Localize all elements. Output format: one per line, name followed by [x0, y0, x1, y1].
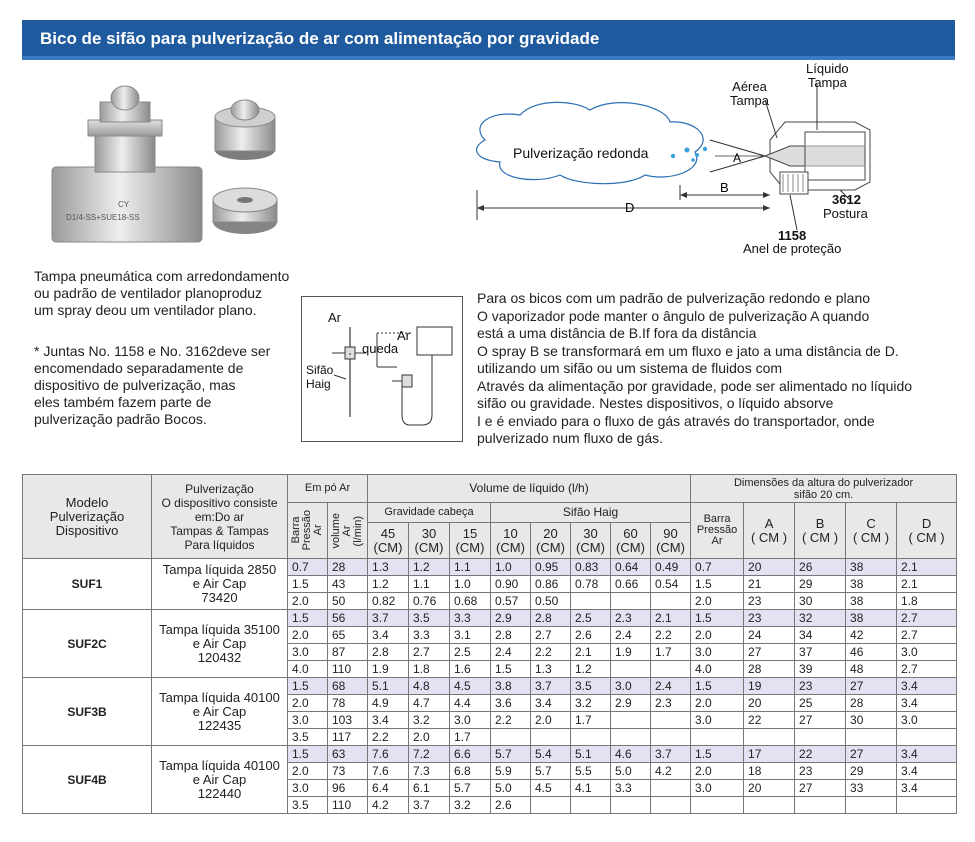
table-cell: 1.9: [611, 644, 651, 661]
table-cell: 0.82: [368, 593, 409, 610]
table-cell: 2.0: [288, 627, 328, 644]
table-cell: 2.9: [611, 695, 651, 712]
table-cell: 2.1: [571, 644, 611, 661]
table-cell: 2.0: [691, 593, 744, 610]
table-cell: [611, 712, 651, 729]
table-cell: [491, 729, 531, 746]
table-cell: 2.8: [368, 644, 409, 661]
col-dim-a: A ( CM ): [744, 503, 795, 559]
table-cell: 5.7: [531, 763, 571, 780]
air-cap-label: Aérea Tampa: [730, 79, 770, 108]
table-cell: 3.7: [409, 797, 450, 814]
table-cell: [846, 797, 897, 814]
table-cell: 2.4: [491, 644, 531, 661]
table-cell: 20: [744, 780, 795, 797]
table-cell: 7.6: [368, 763, 409, 780]
table-cell: 6.6: [450, 746, 491, 763]
table-cell: 3.1: [450, 627, 491, 644]
queda-label: queda: [362, 341, 399, 356]
col-dims: Dimensões da altura do pulverizador sifão 20 cm.: [691, 475, 957, 503]
table-cell: 0.76: [409, 593, 450, 610]
spec-table: [22, 474, 957, 814]
table-cell: 24: [744, 627, 795, 644]
table-cell: 3.0: [288, 644, 328, 661]
table-cell: 27: [744, 644, 795, 661]
table-cell: 50: [328, 593, 368, 610]
table-cell: [611, 593, 651, 610]
table-cell: 1.5: [491, 661, 531, 678]
model-name: SUF3B: [23, 678, 152, 746]
table-cell: 5.1: [571, 746, 611, 763]
table-cell: 2.1: [651, 610, 691, 627]
table-cell: 2.7: [897, 661, 957, 678]
table-cell: 0.78: [571, 576, 611, 593]
table-cell: [651, 797, 691, 814]
table-cell: 3.8: [491, 678, 531, 695]
table-cell: 1.7: [450, 729, 491, 746]
table-cell: 1.2: [571, 661, 611, 678]
table-cell: 2.7: [531, 627, 571, 644]
table-cell: 18: [744, 763, 795, 780]
table-cell: 4.0: [691, 661, 744, 678]
table-cell: [611, 661, 651, 678]
col-g30: 30 (CM): [409, 523, 450, 559]
table-cell: 3.0: [897, 712, 957, 729]
table-cell: 2.7: [897, 627, 957, 644]
table-row: [23, 610, 957, 627]
table-cell: 3.4: [368, 627, 409, 644]
label-d: D: [625, 200, 635, 215]
table-cell: 1.5: [288, 610, 328, 627]
device-description: Tampa líquida 2850 e Air Cap 73420: [152, 559, 288, 610]
table-cell: 6.4: [368, 780, 409, 797]
table-cell: 5.5: [571, 763, 611, 780]
table-cell: 3.4: [897, 763, 957, 780]
table-cell: [651, 661, 691, 678]
table-cell: [795, 797, 846, 814]
table-cell: 5.0: [491, 780, 531, 797]
table-cell: 2.3: [611, 610, 651, 627]
table-cell: 1.6: [450, 661, 491, 678]
table-cell: 2.2: [531, 644, 571, 661]
table-cell: 2.2: [368, 729, 409, 746]
table-cell: 3.0: [691, 712, 744, 729]
table-cell: [897, 797, 957, 814]
table-cell: 5.7: [450, 780, 491, 797]
table-cell: 27: [846, 746, 897, 763]
title-bar: [22, 20, 955, 60]
table-cell: 38: [846, 593, 897, 610]
table-cell: 5.9: [491, 763, 531, 780]
table-cell: 3.5: [571, 678, 611, 695]
table-cell: [571, 729, 611, 746]
table-cell: [571, 593, 611, 610]
table-cell: 4.4: [450, 695, 491, 712]
table-cell: 87: [328, 644, 368, 661]
table-cell: 2.2: [491, 712, 531, 729]
body-engraving-1: CY: [118, 200, 130, 209]
col-dim-b: B ( CM ): [795, 503, 846, 559]
table-cell: 3.5: [409, 610, 450, 627]
table-cell: 4.0: [288, 661, 328, 678]
table-cell: 6.8: [450, 763, 491, 780]
table-cell: 2.4: [611, 627, 651, 644]
table-cell: 68: [328, 678, 368, 695]
table-cell: 7.6: [368, 746, 409, 763]
table-cell: 27: [846, 678, 897, 695]
table-cell: 117: [328, 729, 368, 746]
col-s90: 90 (CM): [651, 523, 691, 559]
table-cell: 1.8: [409, 661, 450, 678]
spray-diagram: [465, 60, 935, 265]
table-cell: 38: [846, 610, 897, 627]
col-model: Modelo Pulverização Dispositivo: [23, 475, 152, 559]
table-cell: 3.0: [897, 644, 957, 661]
col-siphon: Sifão Haig: [491, 503, 691, 523]
table-cell: 4.1: [571, 780, 611, 797]
table-cell: 0.49: [651, 559, 691, 576]
table-cell: 63: [328, 746, 368, 763]
col-dims-pressure: Barra Pressão Ar: [691, 503, 744, 559]
table-cell: 30: [846, 712, 897, 729]
table-cell: 2.6: [491, 797, 531, 814]
table-cell: 17: [744, 746, 795, 763]
table-cell: 78: [328, 695, 368, 712]
table-cell: 3.0: [611, 678, 651, 695]
table-cell: 3.7: [531, 678, 571, 695]
table-cell: 27: [795, 712, 846, 729]
table-cell: [651, 593, 691, 610]
table-cell: 3.3: [450, 610, 491, 627]
table-cell: 2.6: [571, 627, 611, 644]
table-cell: 3.7: [368, 610, 409, 627]
table-cell: [691, 729, 744, 746]
table-cell: 2.2: [651, 627, 691, 644]
liquid-cap-label: Líquido Tampa: [806, 61, 849, 90]
table-cell: 96: [328, 780, 368, 797]
table-cell: 1.1: [409, 576, 450, 593]
table-cell: 25: [795, 695, 846, 712]
table-cell: 1.1: [450, 559, 491, 576]
col-air: Em pó Ar: [288, 475, 368, 503]
table-cell: 3.2: [450, 797, 491, 814]
table-cell: 39: [795, 661, 846, 678]
table-cell: 3.4: [531, 695, 571, 712]
table-cell: 4.2: [368, 797, 409, 814]
table-cell: 2.1: [897, 559, 957, 576]
table-cell: 3.3: [409, 627, 450, 644]
table-cell: 3.0: [691, 644, 744, 661]
table-cell: 2.7: [409, 644, 450, 661]
table-cell: 20: [744, 695, 795, 712]
table-cell: 5.0: [611, 763, 651, 780]
table-cell: 1.7: [651, 644, 691, 661]
part-3612-label: 3612: [832, 192, 861, 207]
table-cell: 29: [846, 763, 897, 780]
table-cell: 4.2: [651, 763, 691, 780]
table-cell: 2.8: [491, 627, 531, 644]
guard-ring-label: Anel de proteção: [743, 241, 842, 256]
table-cell: 23: [744, 610, 795, 627]
device-description: Tampa líquida 40100 e Air Cap 122435: [152, 678, 288, 746]
table-cell: 0.66: [611, 576, 651, 593]
table-cell: 7.3: [409, 763, 450, 780]
nozzle-photo: [40, 72, 290, 262]
table-cell: 0.7: [288, 559, 328, 576]
col-s10: 10 (CM): [491, 523, 531, 559]
table-cell: 0.54: [651, 576, 691, 593]
table-cell: 1.5: [691, 576, 744, 593]
table-cell: [651, 729, 691, 746]
table-cell: 37: [795, 644, 846, 661]
ar-left-label: Ar: [328, 310, 341, 325]
table-cell: 4.9: [368, 695, 409, 712]
col-pressure: Barra Pressão Ar: [288, 503, 328, 559]
table-cell: 2.0: [691, 763, 744, 780]
table-cell: 3.4: [897, 746, 957, 763]
table-cell: 0.64: [611, 559, 651, 576]
table-cell: 2.0: [409, 729, 450, 746]
device-description: Tampa líquida 40100 e Air Cap 122440: [152, 746, 288, 814]
col-device: Pulverização O dispositivo consiste em:Do ar Tampas & Tampas Para líquidos: [152, 475, 288, 559]
table-cell: 27: [795, 780, 846, 797]
ar-right-label: Ar: [397, 328, 410, 343]
table-cell: 73: [328, 763, 368, 780]
table-cell: 22: [795, 746, 846, 763]
table-cell: 2.9: [491, 610, 531, 627]
table-cell: 5.7: [491, 746, 531, 763]
table-cell: 7.2: [409, 746, 450, 763]
col-air-volume: volume Ar (l/min): [328, 503, 368, 559]
table-cell: 4.6: [611, 746, 651, 763]
col-liquid: Volume de líquido (l/h): [368, 475, 691, 503]
table-cell: 38: [846, 559, 897, 576]
col-s20: 20 (CM): [531, 523, 571, 559]
table-cell: 3.0: [450, 712, 491, 729]
table-cell: 30: [795, 593, 846, 610]
table-cell: [897, 729, 957, 746]
operation-description: Para os bicos com um padrão de pulverização redondo e plano O vaporizador pode manter o ângulo de pulverização A quando está a uma distância de B.If fora da distância O spray B se transformará em um fluxo e jato a uma distância de D. utilizando um sifão ou um sistema de fluidos com Através da alimentação por gravidade, pode ser alimentado no líquido sifão ou gravidade. Nestes dispositivos, o líquido absorve I e é enviado para o fluxo de gás através do transportador, onde pulverizado num fluxo de gás.: [477, 290, 913, 446]
table-cell: 3.6: [491, 695, 531, 712]
table-cell: 5.4: [531, 746, 571, 763]
table-cell: 2.0: [531, 712, 571, 729]
table-cell: 4.5: [450, 678, 491, 695]
table-cell: 1.7: [571, 712, 611, 729]
table-cell: 2.0: [691, 695, 744, 712]
table-cell: 5.1: [368, 678, 409, 695]
table-cell: 1.8: [897, 593, 957, 610]
table-cell: 0.68: [450, 593, 491, 610]
table-cell: 28: [328, 559, 368, 576]
table-cell: 0.7: [691, 559, 744, 576]
table-cell: 3.4: [897, 695, 957, 712]
table-row: [23, 559, 957, 576]
table-cell: 6.1: [409, 780, 450, 797]
table-cell: [651, 712, 691, 729]
table-cell: 29: [795, 576, 846, 593]
table-cell: 1.9: [368, 661, 409, 678]
table-cell: 19: [744, 678, 795, 695]
label-a: A: [733, 151, 742, 165]
table-cell: 2.1: [897, 576, 957, 593]
label-b: B: [720, 180, 729, 195]
table-cell: 2.8: [531, 610, 571, 627]
device-description: Tampa líquida 35100 e Air Cap 120432: [152, 610, 288, 678]
table-cell: 3.4: [368, 712, 409, 729]
table-cell: 1.5: [691, 610, 744, 627]
table-cell: 1.0: [491, 559, 531, 576]
table-cell: 0.95: [531, 559, 571, 576]
col-g45: 45 (CM): [368, 523, 409, 559]
table-cell: 28: [846, 695, 897, 712]
col-dim-d: D ( CM ): [897, 503, 957, 559]
table-cell: 43: [328, 576, 368, 593]
table-cell: 34: [795, 627, 846, 644]
table-cell: 4.7: [409, 695, 450, 712]
table-cell: 1.5: [288, 746, 328, 763]
table-cell: 42: [846, 627, 897, 644]
table-cell: 2.7: [897, 610, 957, 627]
table-cell: 3.5: [288, 797, 328, 814]
table-cell: 23: [744, 593, 795, 610]
table-cell: 3.4: [897, 780, 957, 797]
table-cell: 23: [795, 763, 846, 780]
table-cell: 23: [795, 678, 846, 695]
table-cell: [531, 797, 571, 814]
table-cell: [611, 797, 651, 814]
table-cell: 56: [328, 610, 368, 627]
table-cell: 2.0: [691, 627, 744, 644]
table-cell: 28: [744, 661, 795, 678]
table-cell: 0.83: [571, 559, 611, 576]
siphon-diagram: [301, 296, 463, 442]
table-cell: 1.2: [409, 559, 450, 576]
model-name: SUF2C: [23, 610, 152, 678]
table-cell: 0.57: [491, 593, 531, 610]
col-s60: 60 (CM): [611, 523, 651, 559]
table-cell: 2.5: [571, 610, 611, 627]
table-cell: 33: [846, 780, 897, 797]
part-1158-label: 1158: [778, 228, 807, 243]
table-cell: 1.3: [368, 559, 409, 576]
model-name: SUF1: [23, 559, 152, 610]
table-cell: 0.50: [531, 593, 571, 610]
table-cell: 3.0: [288, 780, 328, 797]
table-cell: 2.0: [288, 593, 328, 610]
air-cap-description: Tampa pneumática com arredondamento ou padrão de ventilador planoproduz um spray deou um ventilador plano.: [34, 268, 290, 318]
table-cell: 46: [846, 644, 897, 661]
table-cell: [611, 729, 651, 746]
table-cell: 0.90: [491, 576, 531, 593]
table-cell: 110: [328, 661, 368, 678]
col-s30: 30 (CM): [571, 523, 611, 559]
table-cell: 3.2: [571, 695, 611, 712]
table-cell: 103: [328, 712, 368, 729]
table-cell: 110: [328, 797, 368, 814]
table-cell: [531, 729, 571, 746]
table-cell: [571, 797, 611, 814]
table-cell: 1.5: [288, 576, 328, 593]
table-cell: 2.0: [288, 695, 328, 712]
sifao-haig-label: Sifão Haig: [306, 363, 334, 391]
table-row: [23, 678, 957, 695]
table-cell: 32: [795, 610, 846, 627]
table-cell: [744, 729, 795, 746]
table-cell: 0.86: [531, 576, 571, 593]
posture-label: Postura: [823, 206, 868, 221]
gasket-note: * Juntas No. 1158 e No. 3162deve ser encomendado separadamente de dispositivo de pulverização, mas eles também fazem parte de pulverização padrão Bocos.: [34, 343, 271, 427]
table-cell: 2.0: [288, 763, 328, 780]
model-name: SUF4B: [23, 746, 152, 814]
table-cell: 2.5: [450, 644, 491, 661]
table-cell: 22: [744, 712, 795, 729]
table-cell: 4.8: [409, 678, 450, 695]
table-cell: 3.2: [409, 712, 450, 729]
table-cell: 3.4: [897, 678, 957, 695]
table-cell: 2.3: [651, 695, 691, 712]
table-cell: 3.7: [651, 746, 691, 763]
table-cell: 4.5: [531, 780, 571, 797]
table-cell: [846, 729, 897, 746]
table-cell: 3.3: [611, 780, 651, 797]
table-cell: 38: [846, 576, 897, 593]
table-cell: 1.2: [368, 576, 409, 593]
table-row: [23, 746, 957, 763]
page-title: Bico de sifão para pulverização de ar com alimentação por gravidade: [40, 29, 600, 48]
table-cell: [744, 797, 795, 814]
table-cell: [795, 729, 846, 746]
table-cell: [651, 780, 691, 797]
table-cell: 21: [744, 576, 795, 593]
col-gravity: Gravidade cabeça: [368, 503, 491, 523]
table-cell: 1.5: [288, 678, 328, 695]
table-cell: 65: [328, 627, 368, 644]
table-cell: 1.3: [531, 661, 571, 678]
table-cell: 48: [846, 661, 897, 678]
table-cell: 1.5: [691, 678, 744, 695]
col-g15: 15 (CM): [450, 523, 491, 559]
col-dim-c: C ( CM ): [846, 503, 897, 559]
table-cell: 3.0: [288, 712, 328, 729]
table-cell: 26: [795, 559, 846, 576]
body-engraving-2: D1/4-SS+SUE18-SS: [66, 213, 140, 222]
table-cell: 20: [744, 559, 795, 576]
table-cell: 3.0: [691, 780, 744, 797]
table-cell: 3.5: [288, 729, 328, 746]
table-cell: [691, 797, 744, 814]
cloud-label: Pulverização redonda: [513, 145, 649, 161]
table-cell: 1.0: [450, 576, 491, 593]
table-cell: 1.5: [691, 746, 744, 763]
table-cell: 2.4: [651, 678, 691, 695]
